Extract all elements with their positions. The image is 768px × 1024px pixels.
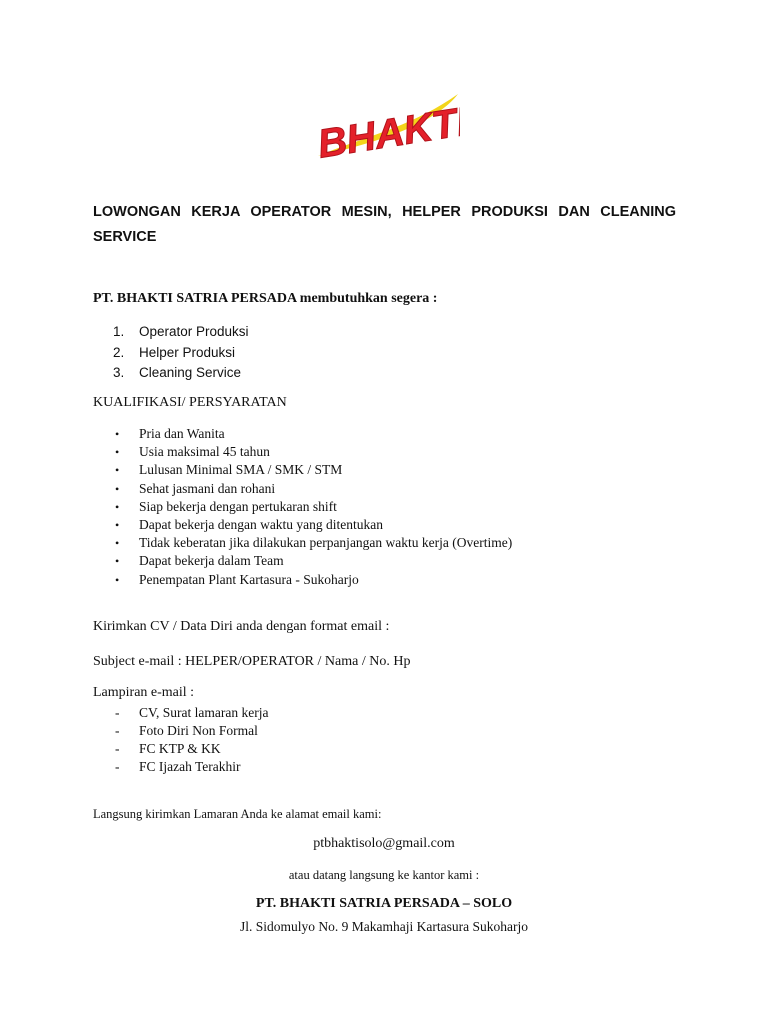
list-item bbox=[113, 722, 268, 740]
attachments-heading: Lampiran e-mail : bbox=[93, 685, 195, 700]
company-intro: PT. BHAKTI SATRIA PERSADA membutuhkan segera : bbox=[93, 291, 438, 306]
dash-icon: - bbox=[115, 723, 120, 738]
list-number: 2. bbox=[113, 344, 125, 360]
requirement-text: Tidak keberatan jika dilakukan perpanjangan waktu kerja (Overtime) bbox=[139, 535, 513, 551]
bullet-icon: • bbox=[115, 463, 120, 478]
dash-icon: - bbox=[115, 759, 120, 774]
list-item bbox=[113, 516, 512, 534]
requirement-text: Sehat jasmani dan rohani bbox=[139, 480, 276, 496]
attachment-text: Foto Diri Non Formal bbox=[139, 723, 258, 738]
requirements-list bbox=[113, 425, 512, 589]
email-subject-format: Subject e-mail : HELPER/OPERATOR / Nama / No. Hp bbox=[93, 654, 411, 669]
position-label: Cleaning Service bbox=[139, 365, 242, 380]
requirement-text: Pria dan Wanita bbox=[139, 426, 225, 441]
list-item bbox=[113, 740, 268, 758]
attachments-list bbox=[113, 704, 268, 776]
company-name: PT. BHAKTI SATRIA PERSADA – SOLO bbox=[255, 896, 513, 911]
bullet-icon: • bbox=[115, 572, 120, 587]
list-item bbox=[113, 498, 512, 516]
bullet-icon: • bbox=[115, 481, 120, 496]
attachment-text: CV, Surat lamaran kerja bbox=[139, 705, 269, 720]
requirement-text: Dapat bekerja dalam Team bbox=[139, 553, 284, 569]
requirement-text: Lulusan Minimal SMA / SMK / STM bbox=[139, 462, 343, 478]
company-address: Jl. Sidomulyo No. 9 Makamhaji Kartasura Sukoharjo bbox=[240, 919, 528, 934]
bullet-icon: • bbox=[115, 445, 120, 460]
list-item bbox=[113, 480, 512, 498]
list-item bbox=[113, 552, 512, 570]
page-title: LOWONGAN KERJA OPERATOR MESIN, HELPER PRODUKSI DAN CLEANING SERVICE bbox=[93, 204, 676, 245]
requirement-text: Usia maksimal 45 tahun bbox=[139, 444, 270, 460]
attachment-text: FC KTP & KK bbox=[139, 741, 221, 756]
positions-list bbox=[113, 322, 249, 384]
direct-send-note: Langsung kirimkan Lamaran Anda ke alamat email kami: bbox=[93, 807, 382, 821]
dash-icon: - bbox=[115, 741, 120, 756]
qualifications-heading: KUALIFIKASI/ PERSYARATAN bbox=[93, 395, 287, 410]
position-label: Helper Produksi bbox=[139, 344, 236, 360]
list-item bbox=[113, 461, 512, 479]
list-item bbox=[113, 322, 249, 343]
list-item bbox=[113, 425, 512, 443]
requirement-text: Penempatan Plant Kartasura - Sukoharjo bbox=[139, 571, 359, 587]
bullet-icon: • bbox=[115, 554, 120, 569]
list-item bbox=[113, 704, 268, 722]
visit-office-note: atau datang langsung ke kantor kami : bbox=[288, 868, 480, 882]
list-item bbox=[113, 343, 249, 364]
requirement-text: Dapat bekerja dengan waktu yang ditentukan bbox=[139, 516, 384, 532]
svg-text:BHAKTI: BHAKTI bbox=[314, 99, 460, 162]
list-item bbox=[113, 571, 512, 589]
send-instruction: Kirimkan CV / Data Diri anda dengan format email : bbox=[93, 619, 390, 634]
list-item bbox=[113, 443, 512, 461]
bullet-icon: • bbox=[115, 517, 120, 532]
bullet-icon: • bbox=[115, 499, 120, 514]
bhakti-logo-graphic bbox=[310, 86, 460, 162]
dash-icon: - bbox=[115, 705, 120, 720]
attachment-text: FC Ijazah Terakhir bbox=[139, 759, 241, 774]
bhakti-logo bbox=[310, 86, 460, 162]
list-item bbox=[113, 363, 249, 384]
list-number: 1. bbox=[113, 324, 125, 339]
list-item bbox=[113, 758, 268, 776]
bullet-icon: • bbox=[115, 536, 120, 551]
position-label: Operator Produksi bbox=[139, 324, 249, 339]
list-item bbox=[113, 534, 512, 552]
requirement-text: Siap bekerja dengan pertukaran shift bbox=[139, 498, 337, 514]
contact-email: ptbhaktisolo@gmail.com bbox=[313, 836, 455, 851]
list-number: 3. bbox=[113, 365, 125, 380]
bullet-icon: • bbox=[115, 427, 120, 441]
